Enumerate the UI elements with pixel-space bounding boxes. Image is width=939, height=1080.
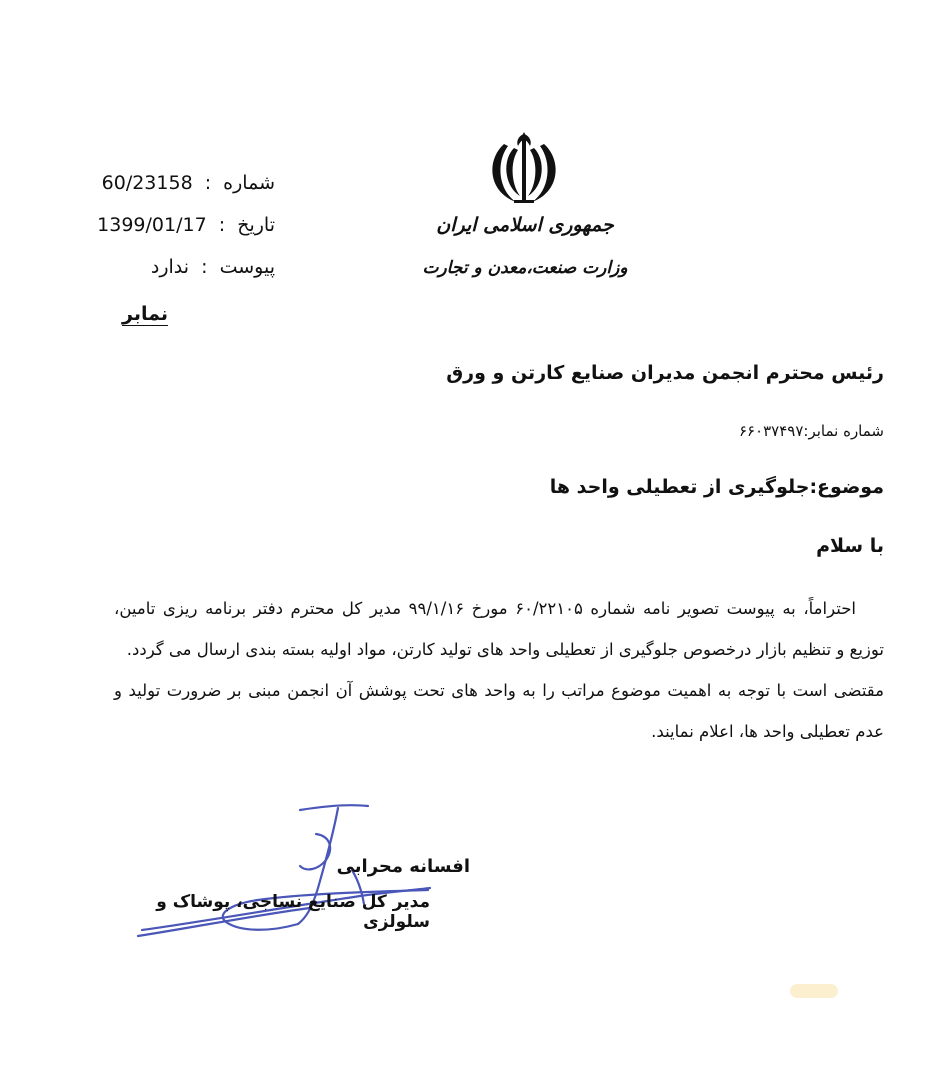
letter-attachment-value: ندارد (150, 256, 190, 278)
letter-date-row (60, 204, 275, 246)
ministry-name: وزارت صنعت،معدن و تجارت (422, 258, 628, 278)
letter-meta (60, 162, 275, 288)
body-paragraph-1: احتراماً، به پیوست تصویر نامه شماره ۶۰/۲۲۱۰۵ مورخ ۹۹/۱/۱۶ مدیر کل محترم دفتر برنامه ریزی تامین، توزیع و تنظیم بازار درخصوص جلوگیری از تعطیلی واحد های تولید کارتن، مواد اولیه بسته بندی ارسال می گردد. (114, 599, 884, 659)
colon: : (204, 172, 212, 194)
body-paragraph-2: مقتضی است با توجه به اهمیت موضوع مراتب را به واحد های تحت پوشش آن انجمن مبنی بر ضرورت تولید و عدم تعطیلی واحد ها، اعلام نمایند. (114, 681, 884, 741)
signer-name: افسانه محرابی (336, 856, 470, 877)
greeting: با سلام (816, 535, 884, 557)
fax-label: نمابر (122, 303, 168, 325)
republic-name: جمهوری اسلامی ایران (436, 214, 614, 236)
subject: موضوع:جلوگیری از تعطیلی واحد ها (549, 476, 884, 498)
letter-number-row (60, 162, 275, 204)
colon: : (218, 214, 226, 236)
letter-number-label: شماره (223, 172, 275, 194)
signer-title: مدیر کل صنایع نساجی، پوشاک و سلولزی (156, 892, 430, 932)
paper-smudge (790, 984, 838, 998)
letter-date-label: تاریخ (237, 214, 275, 236)
letter-number-value: 60/23158 (101, 172, 193, 194)
recipient: رئیس محترم انجمن مدیران صنایع کارتن و ورق (446, 362, 884, 384)
letter-attachment-row (60, 246, 275, 288)
letter-date-value: 1399/01/17 (97, 214, 207, 236)
signature-block (130, 800, 470, 950)
colon: : (201, 256, 208, 278)
letter-body (114, 588, 884, 752)
letter-attachment-label: پیوست (219, 256, 275, 278)
fax-number: شماره نمابر:۶۶۰۳۷۴۹۷ (738, 422, 884, 440)
iran-emblem-icon (484, 130, 564, 210)
